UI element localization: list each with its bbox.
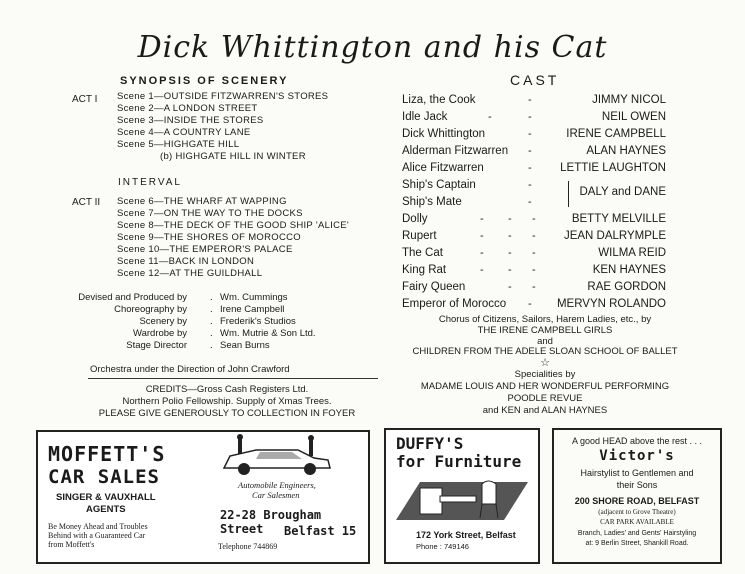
ad-text: at: 9 Berlin Street, Shankill Road. <box>585 540 689 547</box>
credits-line: PLEASE GIVE GENEROUSLY TO COLLECTION IN FOYER <box>98 408 356 419</box>
ad-text: A good HEAD above the rest . . . <box>571 436 703 446</box>
scene-line: Scene 7—ON THE WAY TO THE DOCKS <box>117 208 303 219</box>
crew-role: Devised and Produced by <box>78 292 187 303</box>
ad-text: AGENTS <box>86 504 126 515</box>
ad-text: Phone : 749146 <box>416 542 469 551</box>
crew-role: Choreography by <box>114 304 187 315</box>
ad-text: Car Salesmen <box>252 490 300 500</box>
cast-actor: KEN HAYNES <box>592 264 666 276</box>
cast-role: Idle Jack <box>402 111 448 123</box>
ad-text: Be Money Ahead and Troubles <box>48 522 148 531</box>
cast-actor: BETTY MELVILLE <box>571 213 666 225</box>
cast-role: The Cat <box>402 247 443 259</box>
scene-line: Scene 10—THE EMPEROR'S PALACE <box>117 244 293 255</box>
scene-line: Scene 8—THE DECK OF THE GOOD SHIP 'ALICE' <box>117 220 350 231</box>
scene-line: Scene 12—AT THE GUILDHALL <box>117 268 263 279</box>
crew-role: Wardrobe by <box>132 328 187 339</box>
specialities-note: MADAME LOUIS AND HER WONDERFUL PERFORMING <box>420 381 670 392</box>
crew-name: Wm. Mutrie & Son Ltd. <box>220 328 316 339</box>
crew-name: Wm. Cummings <box>220 292 288 303</box>
chorus-note: THE IRENE CAMPBELL GIRLS <box>477 325 613 336</box>
car-icon <box>216 434 336 478</box>
ad-text: Belfast 15 <box>284 524 357 538</box>
ad-text: from Moffett's <box>48 540 95 549</box>
cast-role: Liza, the Cook <box>402 94 476 106</box>
furniture-icon <box>392 474 532 526</box>
and-note: and <box>537 336 553 347</box>
ad-text: Behind with a Guaranteed Car <box>48 531 146 540</box>
cast-role: Alice Fitzwarren <box>402 162 484 174</box>
cast-actor: WILMA REID <box>598 247 666 259</box>
cast-heading: CAST <box>510 72 560 88</box>
crew-name: Frederik's Studios <box>220 316 296 327</box>
ad-title: CAR SALES <box>48 466 160 488</box>
scene-line: Scene 2—A LONDON STREET <box>117 103 258 114</box>
crew-name: Sean Burns <box>220 340 270 351</box>
cast-role: Fairy Queen <box>402 281 466 293</box>
cast-role: Ship's Mate <box>402 196 462 208</box>
cast-actor: JEAN DALRYMPLE <box>563 230 666 242</box>
scene-line: Scene 3—INSIDE THE STORES <box>117 115 264 126</box>
ad-text: 172 York Street, Belfast <box>416 530 516 540</box>
ad-text: Automobile Engineers, <box>238 480 316 490</box>
ad-moffett <box>36 430 370 564</box>
cast-actor: NEIL OWEN <box>601 111 666 123</box>
scene-line: Scene 4—A COUNTRY LANE <box>117 127 251 138</box>
interval-label: INTERVAL <box>118 177 182 188</box>
cast-role: Rupert <box>402 230 437 242</box>
scene-line: (b) HIGHGATE HILL IN WINTER <box>160 151 306 162</box>
cast-actor-shared: DALY and DANE <box>579 186 666 198</box>
ad-duffy <box>384 428 540 564</box>
ad-text: (adjacent to Grove Theatre) <box>598 508 676 516</box>
cast-role: Ship's Captain <box>402 179 476 191</box>
ad-text: Telephone 744869 <box>218 542 278 551</box>
page-title: Dick Whittington and his Cat <box>137 30 608 65</box>
act1-label: ACT I <box>72 94 98 105</box>
specialities-note: and KEN and ALAN HAYNES <box>482 405 608 416</box>
ad-text: their Sons <box>616 480 658 490</box>
ad-text: CAR PARK AVAILABLE <box>600 518 674 526</box>
ad-title: MOFFETT'S <box>48 442 166 466</box>
crew-name: Irene Campbell <box>220 304 285 315</box>
cast-role: Dolly <box>402 213 428 225</box>
specialities-note: Specialities by <box>514 369 576 380</box>
scene-line: Scene 11—BACK IN LONDON <box>117 256 255 267</box>
scene-line: Scene 1—OUTSIDE FITZWARREN'S STORES <box>117 91 329 102</box>
star-icon: ☆ <box>540 357 550 369</box>
scene-line: Scene 6—THE WHARF AT WAPPING <box>117 196 287 207</box>
cast-role: King Rat <box>402 264 447 276</box>
cast-role: Dick Whittington <box>402 128 486 140</box>
cast-actor: ALAN HAYNES <box>586 145 666 157</box>
ad-text: 200 SHORE ROAD, BELFAST <box>574 496 700 506</box>
ad-text: SINGER & VAUXHALL <box>56 492 156 503</box>
ad-title: Victor's <box>599 448 675 464</box>
credits-line: CREDITS—Gross Cash Registers Ltd. <box>145 384 309 395</box>
cast-actor: RAE GORDON <box>587 281 666 293</box>
scene-line: Scene 9—THE SHORES OF MOROCCO <box>117 232 301 243</box>
scene-line: Scene 5—HIGHGATE HILL <box>117 139 240 150</box>
ad-title: DUFFY'S <box>396 434 464 453</box>
crew-role: Stage Director <box>126 340 187 351</box>
credits-line: Northern Polio Fellowship. Supply of Xmas Trees. <box>122 396 332 407</box>
ad-title: for Furniture <box>396 452 522 471</box>
ad-text: Hairstylist to Gentlemen and <box>580 468 694 478</box>
divider <box>88 378 378 379</box>
act2-label: ACT II <box>72 197 101 208</box>
cast-role: Emperor of Morocco <box>402 298 507 310</box>
chorus-note: Chorus of Citizens, Sailors, Harem Ladies, etc., by <box>438 314 652 325</box>
synopsis-heading: SYNOPSIS OF SCENERY <box>120 75 289 87</box>
specialities-note: POODLE REVUE <box>507 393 583 404</box>
ad-text: 22-28 Brougham Street <box>220 508 322 536</box>
cast-role: Alderman Fitzwarren <box>402 145 509 157</box>
orchestra-credit: Orchestra under the Direction of John Crawford <box>90 364 290 375</box>
ad-text: Branch, Ladies' and Gents' Hairstyling <box>577 530 697 537</box>
cast-actor: JIMMY NICOL <box>592 94 666 106</box>
cast-actor: LETTIE LAUGHTON <box>560 162 666 174</box>
ad-victor <box>552 428 722 564</box>
cast-actor: IRENE CAMPBELL <box>566 128 666 140</box>
children-note: CHILDREN FROM THE ADELE SLOAN SCHOOL OF BALLET <box>412 346 678 357</box>
crew-role: Scenery by <box>139 316 187 327</box>
cast-actor: MERVYN ROLANDO <box>556 298 666 310</box>
